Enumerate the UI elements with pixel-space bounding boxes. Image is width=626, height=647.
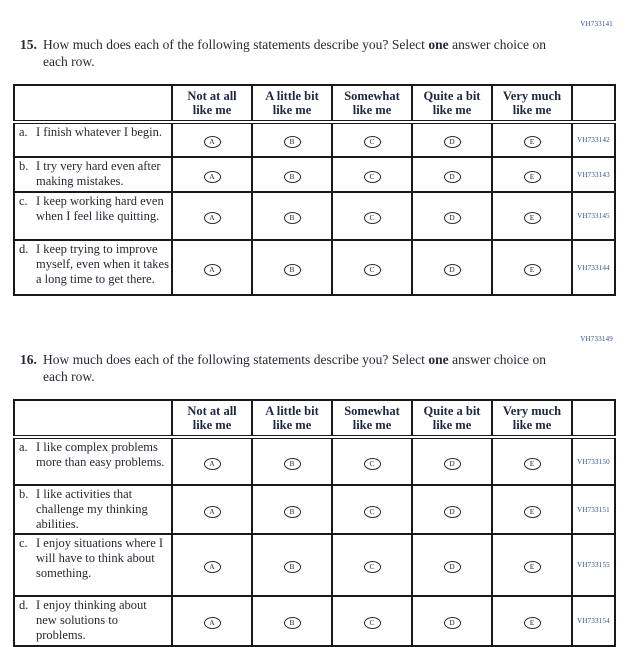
table-row: [14, 437, 615, 485]
statement-column-header: [14, 400, 172, 437]
answer-bubble-c[interactable]: C: [364, 264, 381, 276]
answer-bubble-a[interactable]: A: [204, 136, 221, 148]
answer-bubble-a[interactable]: A: [204, 458, 221, 470]
statement-text: I try very hard even after making mistakes.: [36, 159, 161, 188]
answer-bubble-a[interactable]: A: [204, 506, 221, 518]
answer-bubble-a[interactable]: A: [204, 617, 221, 629]
statement-cell: [14, 534, 172, 596]
answer-bubble-c[interactable]: C: [364, 171, 381, 183]
column-header-very-much: Very much like me: [492, 85, 572, 122]
table-row: [14, 596, 615, 645]
item-code: VH733150: [572, 437, 615, 485]
statement-text: I like activities that challenge my thinking abilities.: [36, 487, 148, 531]
statement-text: I enjoy thinking about new solutions to problems.: [36, 598, 147, 642]
answer-bubble-d[interactable]: D: [444, 506, 461, 518]
answer-bubble-c[interactable]: C: [364, 136, 381, 148]
answer-bubble-e[interactable]: E: [524, 264, 541, 276]
answer-bubble-b[interactable]: B: [284, 171, 301, 183]
column-header-a-little-bit: A little bit like me: [252, 400, 332, 437]
answer-bubble-a[interactable]: A: [204, 171, 221, 183]
prompt-pre: How much does each of the following statements describe you? Select: [43, 37, 429, 52]
answer-bubble-e[interactable]: E: [524, 212, 541, 224]
answer-bubble-d[interactable]: D: [444, 458, 461, 470]
answer-bubble-b[interactable]: B: [284, 617, 301, 629]
answer-bubble-e[interactable]: E: [524, 561, 541, 573]
item-code: VH733143: [572, 157, 615, 192]
statement-text: I keep working hard even when I feel like quitting.: [36, 194, 164, 223]
statement-cell: [14, 122, 172, 157]
statement-cell: [14, 240, 172, 295]
question-prompt: [13, 36, 614, 70]
item-code: VH733145: [572, 192, 615, 240]
question-16: [13, 335, 614, 647]
item-code: VH733149: [580, 335, 613, 343]
answer-bubble-b[interactable]: B: [284, 212, 301, 224]
statement-text: I finish whatever I begin.: [36, 125, 163, 139]
item-code: VH733142: [572, 122, 615, 157]
answer-bubble-b[interactable]: B: [284, 136, 301, 148]
answer-bubble-d[interactable]: D: [444, 561, 461, 573]
row-letter: c.: [19, 194, 28, 208]
column-header-not-at-all: Not at all like me: [172, 85, 252, 122]
answer-bubble-a[interactable]: A: [204, 264, 221, 276]
answer-bubble-b[interactable]: B: [284, 458, 301, 470]
item-code: VH733154: [572, 596, 615, 645]
answer-bubble-d[interactable]: D: [444, 171, 461, 183]
answer-bubble-c[interactable]: C: [364, 506, 381, 518]
response-table: [13, 399, 616, 647]
statement-cell: [14, 596, 172, 645]
table-row: [14, 157, 615, 192]
answer-bubble-d[interactable]: D: [444, 136, 461, 148]
answer-bubble-d[interactable]: D: [444, 264, 461, 276]
statement-column-header: [14, 85, 172, 122]
answer-bubble-e[interactable]: E: [524, 617, 541, 629]
row-letter: a.: [19, 125, 28, 139]
row-letter: b.: [19, 487, 29, 501]
question-15: [13, 20, 614, 296]
row-letter: a.: [19, 440, 28, 454]
column-header-somewhat: Somewhat like me: [332, 85, 412, 122]
answer-bubble-b[interactable]: B: [284, 264, 301, 276]
answer-bubble-c[interactable]: C: [364, 212, 381, 224]
column-header-somewhat: Somewhat like me: [332, 400, 412, 437]
answer-bubble-e[interactable]: E: [524, 506, 541, 518]
row-letter: d.: [19, 242, 29, 256]
item-code: VH733151: [572, 485, 615, 534]
answer-bubble-c[interactable]: C: [364, 561, 381, 573]
answer-bubble-c[interactable]: C: [364, 458, 381, 470]
prompt-bold: one: [428, 37, 449, 52]
statement-text: I enjoy situations where I will have to think about something.: [36, 536, 164, 580]
table-row: [14, 122, 615, 157]
statement-text: I like complex problems more than easy problems.: [36, 440, 165, 469]
code-column-header: [572, 85, 615, 122]
answer-bubble-b[interactable]: B: [284, 561, 301, 573]
table-row: [14, 534, 615, 596]
row-letter: c.: [19, 536, 28, 551]
prompt-post: answer choice on each row.: [43, 37, 546, 69]
column-header-not-at-all: Not at all like me: [172, 400, 252, 437]
response-table: [13, 84, 616, 296]
prompt-pre: How much does each of the following statements describe you? Select: [43, 352, 429, 367]
question-number: 15.: [20, 37, 37, 52]
answer-bubble-e[interactable]: E: [524, 136, 541, 148]
table-row: [14, 485, 615, 534]
column-header-a-little-bit: A little bit like me: [252, 85, 332, 122]
statement-cell: [14, 157, 172, 192]
column-header-very-much: Very much like me: [492, 400, 572, 437]
item-code: VH733144: [572, 240, 615, 295]
item-code: VH733155: [572, 534, 615, 596]
prompt-post: answer choice on each row.: [43, 352, 546, 384]
row-letter: d.: [19, 598, 29, 613]
answer-bubble-e[interactable]: E: [524, 458, 541, 470]
statement-text: I keep trying to improve myself, even when it takes a long time to get there.: [36, 242, 169, 286]
statement-cell: [14, 437, 172, 485]
question-text: [43, 351, 546, 385]
statement-cell: [14, 192, 172, 240]
column-header-quite-a-bit: Quite a bit like me: [412, 85, 492, 122]
answer-bubble-c[interactable]: C: [364, 617, 381, 629]
answer-bubble-d[interactable]: D: [444, 617, 461, 629]
column-header-quite-a-bit: Quite a bit like me: [412, 400, 492, 437]
answer-bubble-b[interactable]: B: [284, 506, 301, 518]
answer-bubble-d[interactable]: D: [444, 212, 461, 224]
answer-bubble-e[interactable]: E: [524, 171, 541, 183]
answer-bubble-a[interactable]: A: [204, 212, 221, 224]
question-prompt: [13, 351, 614, 385]
item-code: VH733141: [580, 20, 613, 28]
row-letter: b.: [19, 159, 29, 173]
statement-cell: [14, 485, 172, 534]
table-row: [14, 240, 615, 295]
header-row: [14, 85, 615, 122]
header-row: [14, 400, 615, 437]
question-number: 16.: [20, 352, 37, 367]
answer-bubble-a[interactable]: A: [204, 561, 221, 573]
table-row: [14, 192, 615, 240]
question-text: [43, 36, 546, 70]
code-column-header: [572, 400, 615, 437]
prompt-bold: one: [428, 352, 449, 367]
